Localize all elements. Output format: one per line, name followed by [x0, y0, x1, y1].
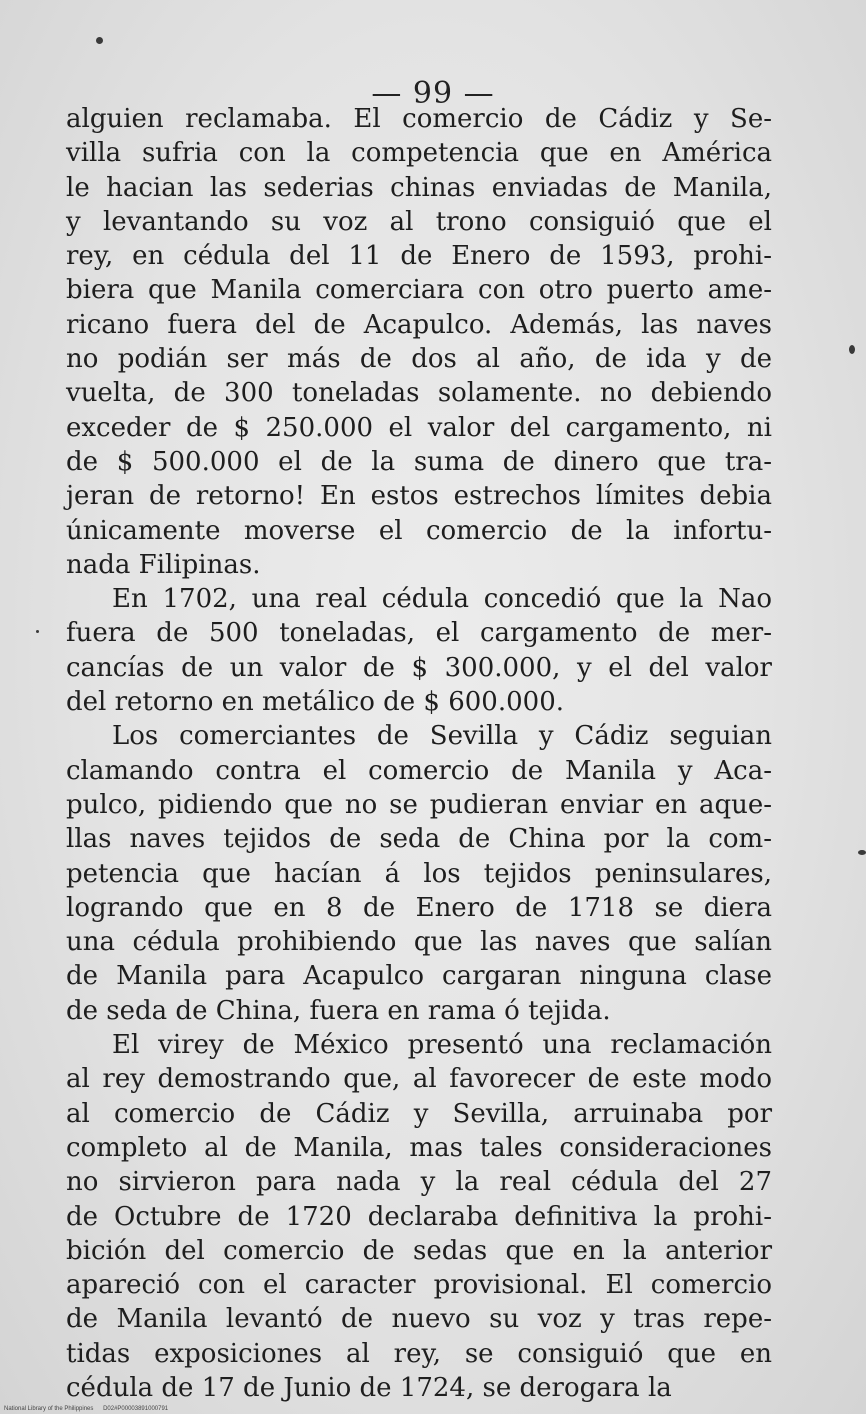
text-line: de seda de China, fuera en rama ó tejida.: [66, 995, 611, 1026]
text-line: El virey de México presentó una reclamación: [112, 1030, 772, 1061]
text-line: rey, en cédula del 11 de Enero de 1593, prohi-: [66, 241, 772, 272]
text-line: pulco, pidiendo que no se pudieran enviar en aque-: [66, 789, 772, 820]
page-number: — 99 —: [371, 76, 495, 111]
text-line: petencia que hacían á los tejidos peninsulares,: [66, 858, 772, 889]
text-line: una cédula prohibiendo que las naves que salían: [66, 927, 772, 958]
text-line: logrando que en 8 de Enero de 1718 se diera: [66, 892, 772, 923]
text-line: cancías de un valor de $ 300.000, y el del valor: [66, 652, 772, 683]
text-line: villa sufria con la competencia que en América: [66, 138, 772, 169]
text-line: En 1702, una real cédula concedió que la Nao: [112, 584, 772, 615]
text-line: al comercio de Cádiz y Sevilla, arruinaba por: [66, 1098, 772, 1129]
text-line: de Octubre de 1720 declaraba definitiva la prohi-: [66, 1201, 772, 1232]
text-line: y levantando su voz al trono consiguió que el: [66, 206, 772, 237]
ink-speck-right-upper: [849, 345, 855, 354]
text-line: exceder de $ 250.000 el valor del cargamento, ni: [66, 412, 772, 443]
text-line: no sirvieron para nada y la real cédula del 27: [66, 1167, 772, 1198]
text-line: biera que Manila comerciara con otro puerto ame-: [66, 275, 772, 306]
text-line: le hacian las sederias chinas enviadas de Manila,: [66, 172, 772, 203]
text-line: únicamente moverse el comercio de la infortu-: [66, 515, 772, 546]
paragraph: [66, 102, 772, 582]
text-line: fuera de 500 toneladas, el cargamento de mer-: [66, 618, 772, 649]
text-line: de Manila levantó de nuevo su voz y tras repe-: [66, 1304, 772, 1335]
text-line: ricano fuera del de Acapulco. Además, las naves: [66, 309, 772, 340]
text-line: no podián ser más de dos al año, de ida y de: [66, 344, 772, 375]
text-line: clamando contra el comercio de Manila y Aca-: [66, 755, 772, 786]
text-line: cédula de 17 de Junio de 1724, se derogara la: [66, 1372, 672, 1403]
text-line: alguien reclamaba. El comercio de Cádiz y Se-: [66, 104, 772, 134]
paragraph: [66, 719, 772, 1028]
text-line: tidas exposiciones al rey, se consiguió que en: [66, 1338, 772, 1369]
ink-speck-top: [96, 37, 103, 44]
ink-speck-right-lower: [858, 850, 866, 855]
text-line: de $ 500.000 el de la suma de dinero que tra-: [66, 446, 772, 477]
scan-footer: [4, 1406, 176, 1412]
ink-speck-left: [36, 630, 39, 633]
paragraph: [66, 582, 772, 719]
text-line: nada Filipinas.: [66, 549, 261, 580]
text-line: jeran de retorno! En estos estrechos límites debia: [66, 481, 772, 512]
library-credit: National Library of the Philippines: [4, 1406, 94, 1412]
text-line: bición del comercio de sedas que en la anterior: [66, 1235, 772, 1266]
text-line: completo al de Manila, mas tales consideraciones: [66, 1132, 772, 1163]
text-line: apareció con el caracter provisional. El comercio: [66, 1270, 772, 1301]
body-text: [66, 102, 772, 1405]
text-line: del retorno en metálico de $ 600.000.: [66, 687, 564, 718]
text-line: vuelta, de 300 toneladas solamente. no debiendo: [66, 378, 772, 409]
scan-code: D02#P00003891000791: [103, 1406, 169, 1412]
text-line: de Manila para Acapulco cargaran ninguna clase: [66, 961, 772, 992]
text-line: al rey demostrando que, al favorecer de este modo: [66, 1064, 772, 1095]
paragraph: [66, 1028, 772, 1405]
text-line: Los comerciantes de Sevilla y Cádiz seguian: [112, 721, 772, 752]
text-line: llas naves tejidos de seda de China por la com-: [66, 824, 772, 855]
